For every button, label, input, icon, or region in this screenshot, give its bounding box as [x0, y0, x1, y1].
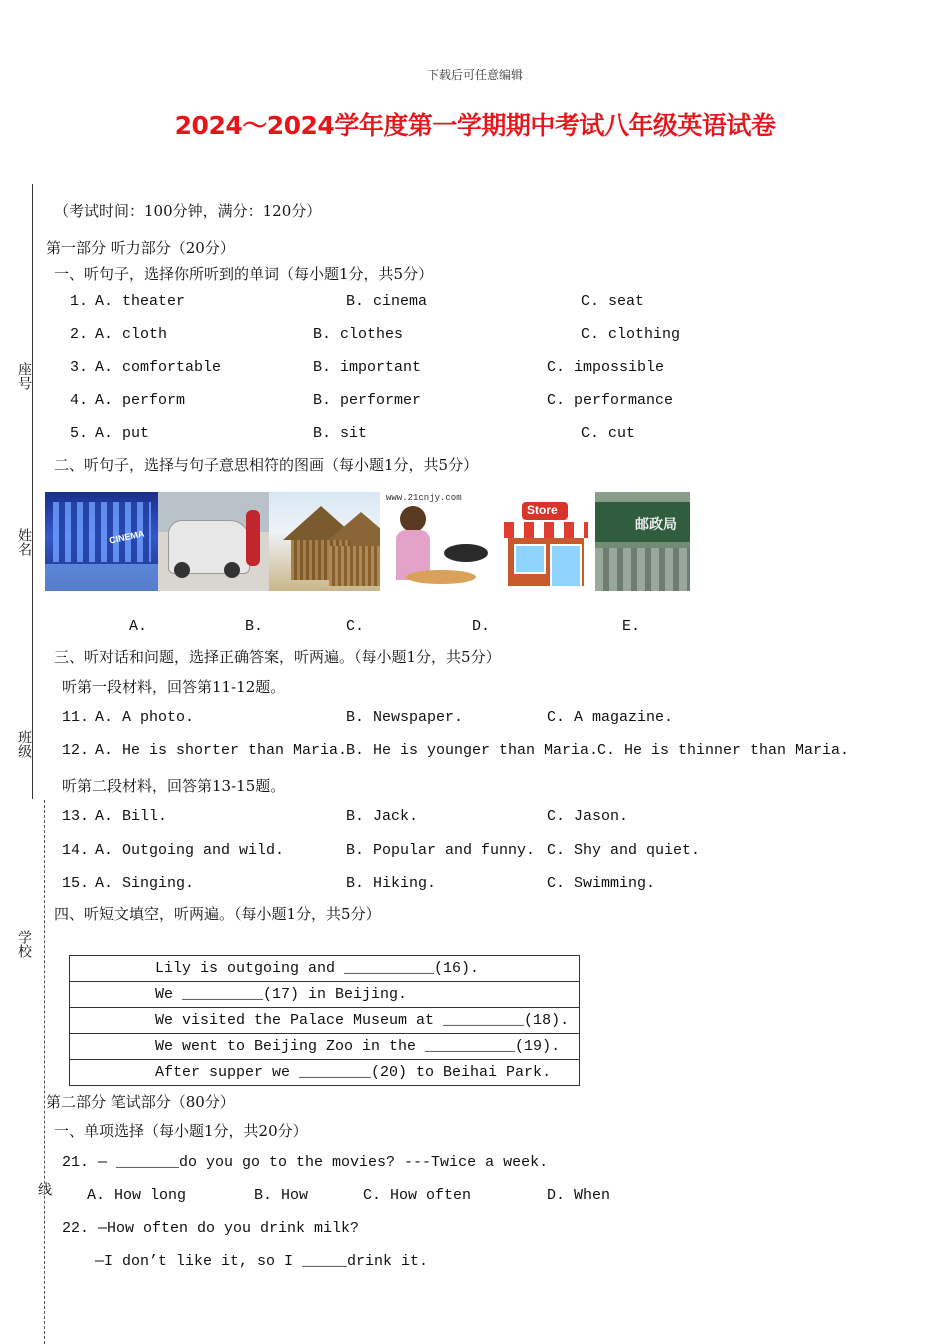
option-c: C. Jason. — [547, 808, 629, 825]
option-c: C. clothing — [581, 326, 681, 343]
huts-image — [269, 492, 380, 591]
side-label-class: 班级 — [16, 730, 32, 758]
item-number: 3. — [70, 359, 89, 376]
question-22-stem: 22. —How often do you drink milk? — [62, 1220, 360, 1237]
option-c: C. performance — [547, 392, 674, 409]
q21-option-a: A. How long — [87, 1187, 187, 1204]
post-office-sign: 邮政局 — [635, 517, 677, 533]
fill-sentence: After supper we ________(20) to Beihai Park. — [70, 1060, 580, 1086]
option-b: B. Jack. — [346, 808, 419, 825]
exam-info: （考试时间：100分钟，满分：120分） — [54, 202, 322, 220]
item-number: 2. — [70, 326, 89, 343]
option-a: A. He is shorter than Maria. — [95, 742, 348, 759]
picture-strip — [45, 492, 690, 591]
option-a: A. perform — [95, 392, 186, 409]
picture-label-e: E. — [622, 618, 641, 635]
q21-option-b: B. How — [254, 1187, 309, 1204]
option-a: A. Singing. — [95, 875, 195, 892]
option-b: B. important — [313, 359, 422, 376]
item-number: 11. — [62, 709, 90, 726]
part2-heading: 第二部分 笔试部分（80分） — [46, 1093, 235, 1111]
fill-sentence: We visited the Palace Museum at _________(18). — [70, 1008, 580, 1034]
side-label-seat: 座号 — [16, 362, 32, 390]
option-a: A. A photo. — [95, 709, 195, 726]
sec3-sub1: 听第一段材料，回答第11-12题。 — [62, 678, 286, 696]
header-note: 下载后可任意编辑 — [426, 68, 523, 82]
option-c: C. Shy and quiet. — [547, 842, 701, 859]
binding-dashed-line — [44, 800, 45, 1344]
table-row — [70, 982, 580, 1008]
item-number: 15. — [62, 875, 90, 892]
fill-in-table — [69, 955, 580, 1086]
item-number: 4. — [70, 392, 89, 409]
table-row — [70, 1034, 580, 1060]
sec3-heading: 三、听对话和问题，选择正确答案，听两遍。（每小题1分，共5分） — [54, 648, 501, 666]
side-label-school: 学校 — [16, 930, 32, 958]
option-c: C. A magazine. — [547, 709, 674, 726]
sec1-heading: 一、听句子，选择你所听到的单词（每小题1分，共5分） — [54, 265, 434, 283]
item-number: 1. — [70, 293, 89, 310]
sec4-heading: 四、听短文填空，听两遍。（每小题1分，共5分） — [54, 905, 381, 923]
binding-line — [32, 184, 33, 799]
question-22-line2: —I don’t like it, so I _____drink it. — [95, 1253, 429, 1270]
website-watermark: www.21cnjy.com — [386, 493, 462, 503]
fill-sentence: We went to Beijing Zoo in the __________(19). — [70, 1034, 580, 1060]
store-image — [496, 492, 595, 591]
option-b: B. Hiking. — [346, 875, 437, 892]
option-b: B. Newspaper. — [346, 709, 464, 726]
picture-label-d: D. — [472, 618, 491, 635]
option-c: C. seat — [581, 293, 645, 310]
part2-sec1-heading: 一、单项选择（每小题1分，共20分） — [54, 1122, 308, 1140]
option-a: A. cloth — [95, 326, 168, 343]
option-c: C. impossible — [547, 359, 665, 376]
question-21-stem: 21. — _______do you go to the movies? ---Twice a week. — [62, 1154, 549, 1171]
table-row — [70, 1008, 580, 1034]
fill-sentence: We _________(17) in Beijing. — [70, 982, 580, 1008]
exam-title: 2024～2024学年度第一学期期中考试八年级英语试卷 — [174, 111, 776, 140]
cooking-image — [380, 492, 496, 591]
post-office-image — [595, 492, 690, 591]
q21-option-c: C. How often — [363, 1187, 472, 1204]
option-c: C. He is thinner than Maria. — [597, 742, 850, 759]
side-label-name: 姓名 — [16, 528, 32, 556]
option-b: B. Popular and funny. — [346, 842, 536, 859]
option-b: B. clothes — [313, 326, 404, 343]
option-a: A. theater — [95, 293, 186, 310]
part1-heading: 第一部分 听力部分（20分） — [46, 239, 235, 257]
item-number: 5. — [70, 425, 89, 442]
sec3-sub2: 听第二段材料，回答第13-15题。 — [62, 777, 286, 795]
table-row — [70, 1060, 580, 1086]
car-wash-image — [158, 492, 269, 591]
store-sign: Store — [527, 503, 558, 517]
side-label-line: 线 — [36, 1182, 52, 1196]
picture-label-c: C. — [346, 618, 365, 635]
option-b: B. cinema — [346, 293, 428, 310]
sec2-heading: 二、听句子，选择与句子意思相符的图画（每小题1分，共5分） — [54, 456, 479, 474]
fill-sentence: Lily is outgoing and __________(16). — [70, 956, 580, 982]
item-number: 14. — [62, 842, 90, 859]
picture-label-a: A. — [129, 618, 148, 635]
option-c: C. Swimming. — [547, 875, 656, 892]
item-number: 13. — [62, 808, 90, 825]
item-number: 12. — [62, 742, 90, 759]
option-a: A. Bill. — [95, 808, 168, 825]
cinema-sign: CINEMA — [108, 528, 146, 546]
q21-option-d: D. When — [547, 1187, 611, 1204]
cinema-image — [45, 492, 158, 591]
option-b: B. performer — [313, 392, 422, 409]
option-a: A. Outgoing and wild. — [95, 842, 285, 859]
picture-label-b: B. — [245, 618, 264, 635]
option-a: A. put — [95, 425, 150, 442]
option-a: A. comfortable — [95, 359, 222, 376]
option-b: B. He is younger than Maria. — [346, 742, 599, 759]
table-row — [70, 956, 580, 982]
option-c: C. cut — [581, 425, 636, 442]
option-b: B. sit — [313, 425, 368, 442]
